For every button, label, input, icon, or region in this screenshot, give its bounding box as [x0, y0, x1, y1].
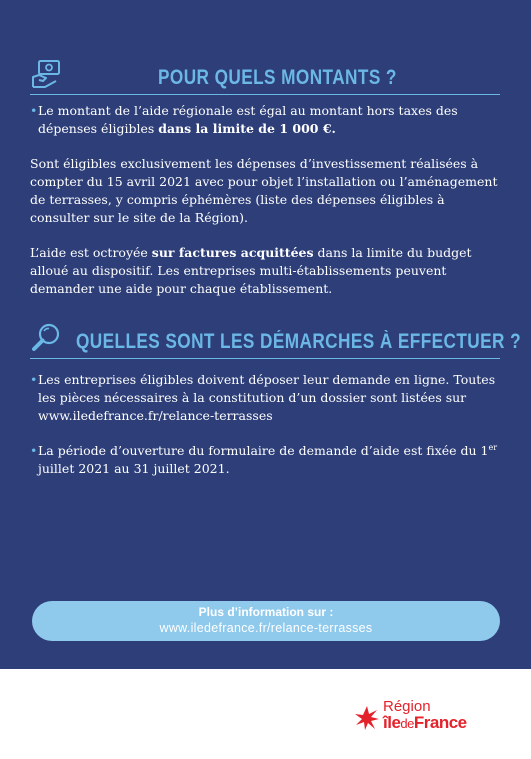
bullet-amount: [30, 102, 500, 138]
paragraph-text: dans la limite du budget alloué au dispositif. Les entreprises multi-établissements peuvent demander une aide pour chaque établissement.: [30, 245, 472, 296]
superscript: er: [488, 442, 498, 452]
logo-de: de: [400, 716, 414, 731]
more-info-banner[interactable]: [32, 601, 500, 641]
paragraph-text: Les entreprises éligibles doivent déposer leur demande en ligne. Toutes les pièces nécessaires à la constitution d’un dossier sont listées sur www.iledefrance.fr/relance-terrasses: [38, 372, 496, 423]
more-info-link[interactable]: www.iledefrance.fr/relance-terrasses: [159, 621, 373, 635]
section-heading-amounts: [30, 58, 500, 95]
section-heading-steps: [30, 322, 522, 359]
bullet-online-request: [30, 371, 500, 425]
bullet-dot: •: [30, 372, 38, 387]
section-title: QUELLES SONT LES DÉMARCHES À EFFECTUER ?: [76, 330, 522, 353]
bullet-dot: •: [30, 443, 38, 458]
bullet-dot: •: [30, 103, 38, 118]
section-title: POUR QUELS MONTANTS ?: [158, 66, 397, 89]
logo-ile: île: [383, 713, 401, 732]
logo-region-text: Région: [383, 698, 431, 715]
paragraph-invoices: [30, 244, 500, 298]
section-body-steps: [30, 371, 500, 495]
money-hand-icon: [30, 58, 62, 90]
paragraph-text: La période d’ouverture du formulaire de demande d’aide est fixée du 1: [38, 443, 489, 458]
region-ile-de-france-logo: [354, 699, 494, 735]
paragraph-bold: sur factures acquittées: [151, 245, 314, 260]
paragraph-text: L’aide est octroyée: [30, 245, 152, 260]
bullet-opening-period: [30, 442, 500, 478]
paragraph-bold: dans la limite de 1 000 €.: [158, 121, 336, 136]
paragraph-eligible-expenses: Sont éligibles exclusivement les dépenses d’investissement réalisées à compter du 15 avril 2021 avec pour objet l’installation ou l’aménagement de terrasses, y compris éphémères (liste des dépenses éligibles à consulter sur le site de la Région).: [30, 156, 498, 225]
logo-france: France: [413, 713, 467, 732]
paragraph-text: Le montant de l’aide régionale est égal au montant hors taxes des dépenses éligibles: [38, 103, 458, 136]
logo-idf-text: [383, 713, 467, 734]
more-info-label: Plus d’information sur :: [198, 605, 334, 619]
magnifier-icon: [30, 322, 62, 354]
section-body-amounts: [30, 102, 500, 315]
paragraph-text: juillet 2021 au 31 juillet 2021.: [38, 461, 230, 476]
star-icon: [354, 705, 380, 731]
